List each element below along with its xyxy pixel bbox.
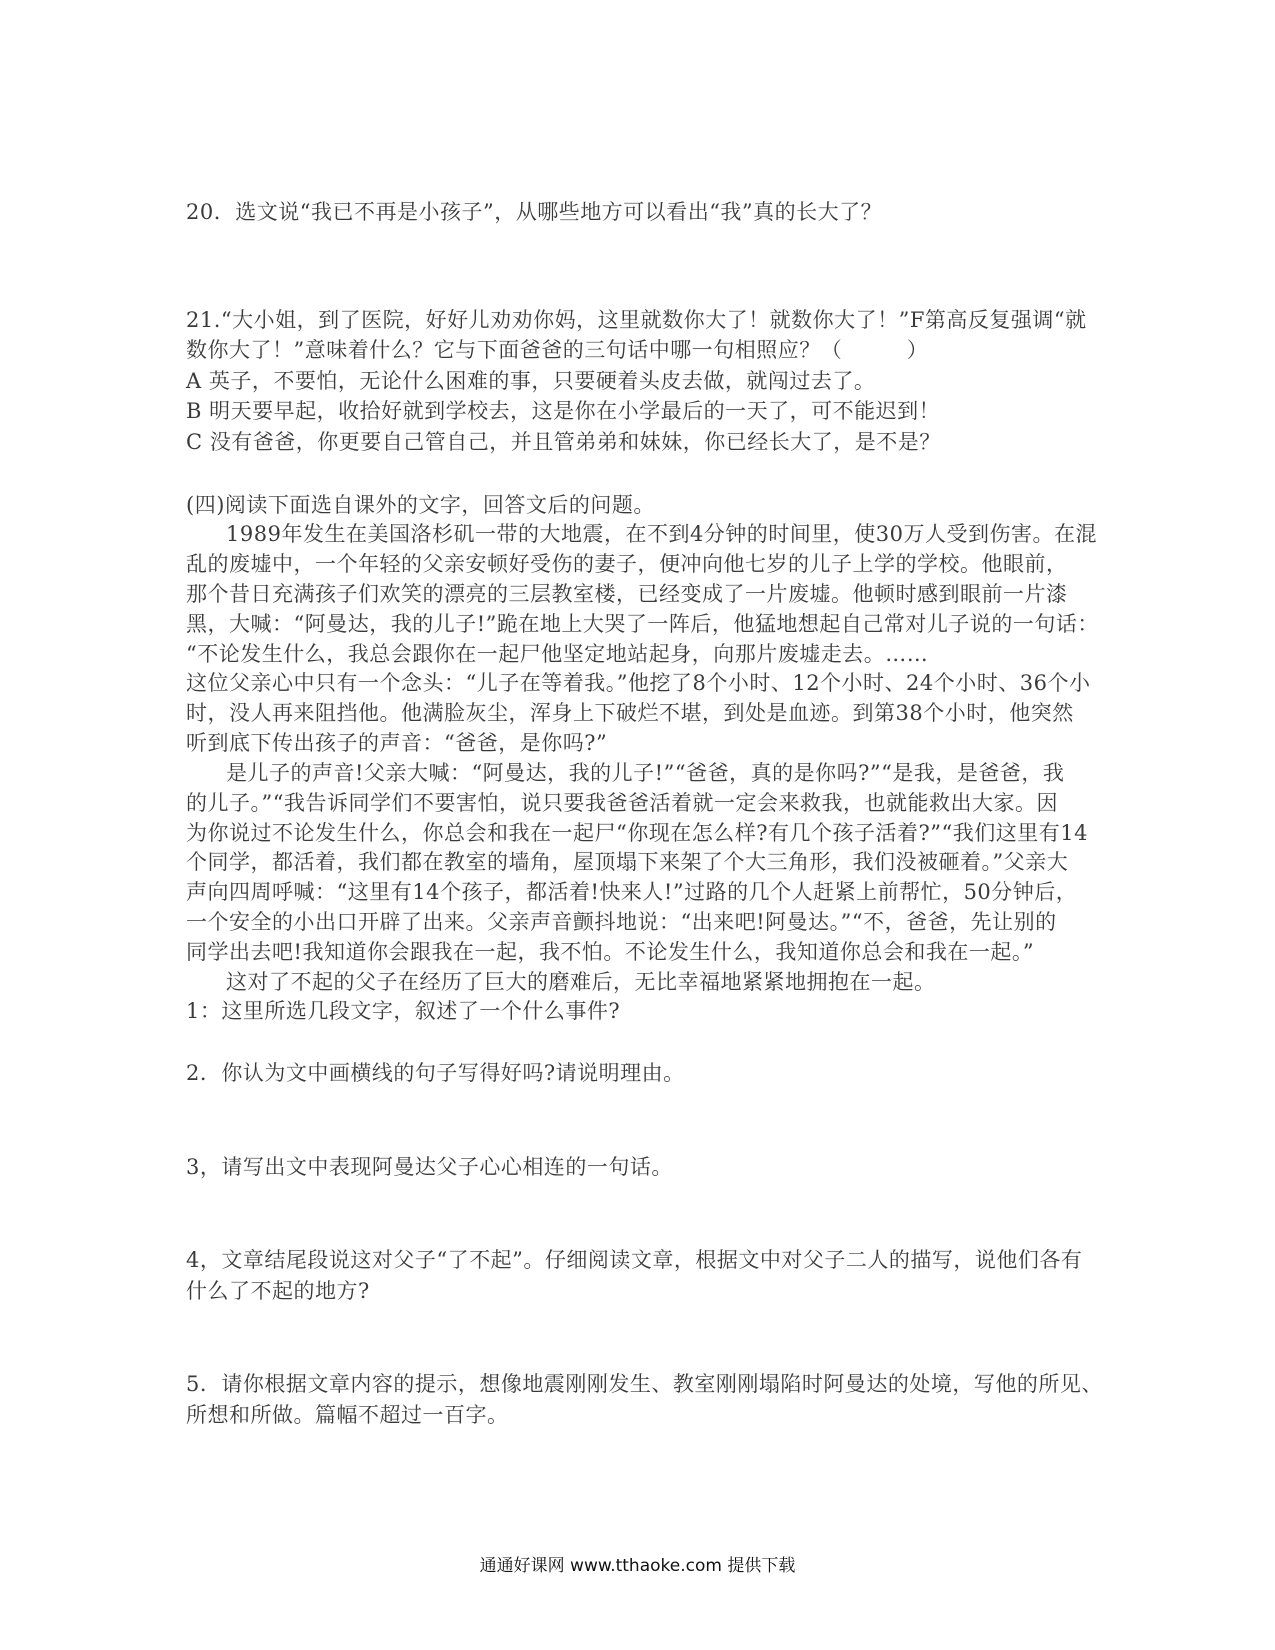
passage-line: 黑，大喊：“阿曼达，我的儿子!”跪在地上大哭了一阵后，他猛地想起自己常对儿子说的一句话： [186,612,1099,636]
passage-line: 时，没人再来阻挡他。他满脸灰尘，浑身上下破烂不堪，到处是血迹。到第38个小时，他突然 [186,701,1074,725]
footer-credit: 通通好课网 www.tthaoke.com 提供下载 [479,1556,796,1576]
passage-line: 听到底下传出孩子的声音：“爸爸，是你吗?” [186,731,608,755]
section-4-question-5-line-1: 5．请你根据文章内容的提示，想像地震刚刚发生、教室刚刚塌陷时阿曼达的处境，写他的所见、 [186,1372,1103,1396]
question-20: 20．选文说“我已不再是小孩子”，从哪些地方可以看出“我”真的长大了？ [186,200,883,224]
passage-line: 的儿子。”“我告诉同学们不要害怕，说只要我爸爸活着就一定会来救我，也就能救出大家。因 [186,791,1058,815]
question-21-stem-line-2: 数你大了！”意味着什么？它与下面爸爸的三句话中哪一句相照应？（ ） [186,338,929,362]
question-21-stem-line-1: 21.“大小姐，到了医院，好好儿劝劝你妈，这里就数你大了！就数你大了！”F第高反复强调“就 [186,308,1087,332]
passage-line: 同学出去吧!我知道你会跟我在一起，我不怕。不论发生什么，我知道你总会和我在一起。” [186,940,1035,964]
passage-line: 乱的废墟中，一个年轻的父亲安顿好受伤的妻子，便冲向他七岁的儿子上学的学校。他眼前， [186,552,1068,576]
passage-line: 这对了不起的父子在经历了巨大的磨难后，无比幸福地紧紧地拥抱在一起。 [226,970,936,994]
passage-line: 是儿子的声音!父亲大喊：“阿曼达，我的儿子!”“爸爸，真的是你吗?”“是我，是爸爸，我 [226,761,1065,785]
passage-line: 1989年发生在美国洛杉矶一带的大地震，在不到4分钟的时间里，使30万人受到伤害。在混 [226,522,1098,546]
section-4-heading: (四)阅读下面选自课外的文字，回答文后的问题。 [186,493,655,517]
passage-line: 声向四周呼喊：“这里有14个孩子，都活着!快来人!”过路的几个人赶紧上前帮忙，50分钟后， [186,880,1078,904]
question-21-option-a: A 英子，不要怕，无论什么困难的事，只要硬着头皮去做，就闯过去了。 [186,369,876,393]
section-4-question-5-line-2: 所想和所做。篇幅不超过一百字。 [186,1403,509,1427]
passage-line: 那个昔日充满孩子们欢笑的漂亮的三层教室楼，已经变成了一片废墟。他顿时感到眼前一片漆 [186,582,1068,606]
section-4-question-1: 1：这里所选几段文字，叙述了一个什么事件? [186,999,621,1023]
section-4-question-4-line-2: 什么了不起的地方? [186,1279,370,1303]
question-21-option-c: C 没有爸爸，你更要自己管自己，并且管弟弟和妹妹，你已经长大了，是不是？ [186,430,941,454]
section-4-question-4-line-1: 4，文章结尾段说这对父子“了不起”。仔细阅读文章，根据文中对父子二人的描写，说他们各有 [186,1248,1083,1272]
passage-line: 为你说过不论发生什么，你总会和我在一起尸“你现在怎么样?有几个孩子活着?”“我们这里有14 [186,821,1088,845]
section-4-question-2: 2．你认为文中画横线的句子写得好吗?请说明理由。 [186,1061,685,1085]
section-4-question-3: 3，请写出文中表现阿曼达父子心心相连的一句话。 [186,1155,673,1179]
passage-line: “不论发生什么，我总会跟你在一起尸他坚定地站起身，向那片废墟走去。…… [186,642,929,666]
passage-line: 个同学，都活着，我们都在教室的墙角，屋顶塌下来架了个大三角形，我们没被砸着。”父亲大 [186,850,1069,874]
question-21-option-b: B 明天要早起，收拾好就到学校去，这是你在小学最后的一天了，可不能迟到！ [186,399,941,423]
passage-line: 这位父亲心中只有一个念头：“儿子在等着我。”他挖了8个小时、12个小时、24个小时、36个小 [186,671,1091,695]
passage-line: 一个安全的小出口开辟了出来。父亲声音颤抖地说：“出来吧!阿曼达。”“不，爸爸，先让别的 [186,910,1057,934]
